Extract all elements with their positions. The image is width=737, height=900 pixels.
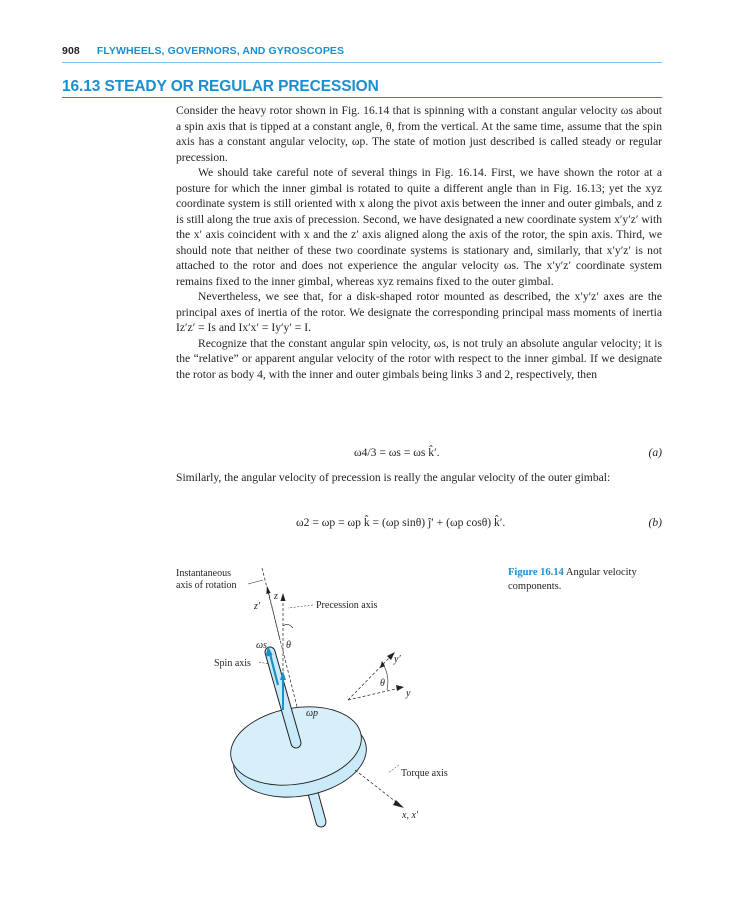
label-omega-p: ωp (306, 708, 319, 719)
paragraph-1: Consider the heavy rotor shown in Fig. 16.14 that is spinning with a constant angular velocity ωs about a spin axis that is tipped at a constant angle, θ, from the vertical. At the same time, assume that the spin axis has a constant angular velocity, ωp. The state of motion just described is called steady or regular precession. (176, 104, 662, 164)
paragraph-2: We should take careful note of several things in Fig. 16.14. First, we have shown the rotor at a posture for which the inner gimbal is rotated to quite a different angle than in Fig. 16.13; yet the xyz coordinate system is still oriented with x along the pivot axis between the inner and outer gimbals, and z is still along the true axis of precession. Second, we have designated a new coordinate system x′y′z′ with the x′ axis coincident with x and the z′ axis aligned along the axis of the rotor, the spin axis. Third, we should note that neither of these two coordinate systems is stationary and, similarly, that x′y′z′ is not attached to the rotor and does not experience the angular velocity ωs. The x′y′z′ coordinate system remains fixed to the inner gimbal, whereas xyz remains fixed to the outer gimbal. (176, 166, 662, 288)
figure-caption-text: Angular velocity components. (508, 567, 637, 592)
theta-arc-top (283, 624, 293, 628)
equation-b-expr: ω2 = ωp = ωp k̂ = (ωp sinθ) ĵ′ + (ωp cosθ) k̂′. (296, 516, 506, 529)
y-prime-axis-line (348, 655, 392, 700)
z-arrowhead (281, 593, 286, 601)
label-y: y (406, 688, 411, 699)
label-instantaneous-1: Instantaneous (176, 568, 231, 579)
label-instantaneous-2: axis of rotation (176, 580, 237, 591)
z-prime-arrowhead (266, 586, 270, 594)
torque-leader (388, 765, 399, 773)
body-text-2 (176, 470, 662, 486)
precession-leader (288, 605, 313, 608)
label-precession-axis: Precession axis (316, 600, 378, 611)
label-omega-s: ωs (256, 640, 267, 651)
section-rule (62, 97, 662, 98)
label-x-xprime: x, x′ (402, 810, 419, 821)
label-y-prime: y′ (394, 654, 401, 665)
label-spin-axis: Spin axis (214, 658, 251, 669)
x-axis-line (355, 770, 400, 805)
section-title: 16.13 STEADY OR REGULAR PRECESSION (62, 78, 379, 95)
figure-caption (508, 566, 668, 593)
chapter-title: FLYWHEELS, GOVERNORS, AND GYROSCOPES (96, 45, 345, 57)
figure-caption-label: Figure 16.14 (508, 567, 564, 578)
paragraph-3: Nevertheless, we see that, for a disk-shaped rotor mounted as described, the x′y′z′ axes are the principal axes of inertia of the rotor. We designate the corresponding principal mass moments of inertia Iz′z′ = Is and Ix′x′ = Iy′y′ = I. (176, 290, 662, 334)
paragraph-5: Similarly, the angular velocity of precession is really the angular velocity of the outer gimbal: (176, 471, 611, 484)
equation-a-tag: (a) (648, 446, 662, 459)
label-torque-axis: Torque axis (401, 768, 448, 779)
paragraph-4: Recognize that the constant angular spin velocity, ωs, is not truly an absolute angular velocity; it is the “relative” or apparent angular velocity of the rotor with respect to the inner gimbal. If we designate the rotor as body 4, with the inner and outer gimbals being links 3 and 2, respectively, then (176, 336, 662, 381)
header-rule (62, 62, 662, 63)
y-arrowhead (396, 685, 404, 691)
label-z-prime: z′ (254, 601, 261, 612)
label-theta-top: θ (286, 640, 291, 651)
equation-b-tag: (b) (648, 516, 662, 529)
rotor-figure (170, 560, 470, 860)
y-axis-line (348, 688, 400, 700)
instantaneous-leader (248, 580, 263, 584)
equation-a-expr: ω4/3 = ωs = ωs k̂′. (354, 446, 440, 459)
label-z: z (274, 591, 278, 602)
page-number: 908 (62, 45, 80, 57)
body-text (176, 103, 662, 382)
label-theta-right: θ (380, 678, 385, 689)
running-header (62, 45, 662, 57)
